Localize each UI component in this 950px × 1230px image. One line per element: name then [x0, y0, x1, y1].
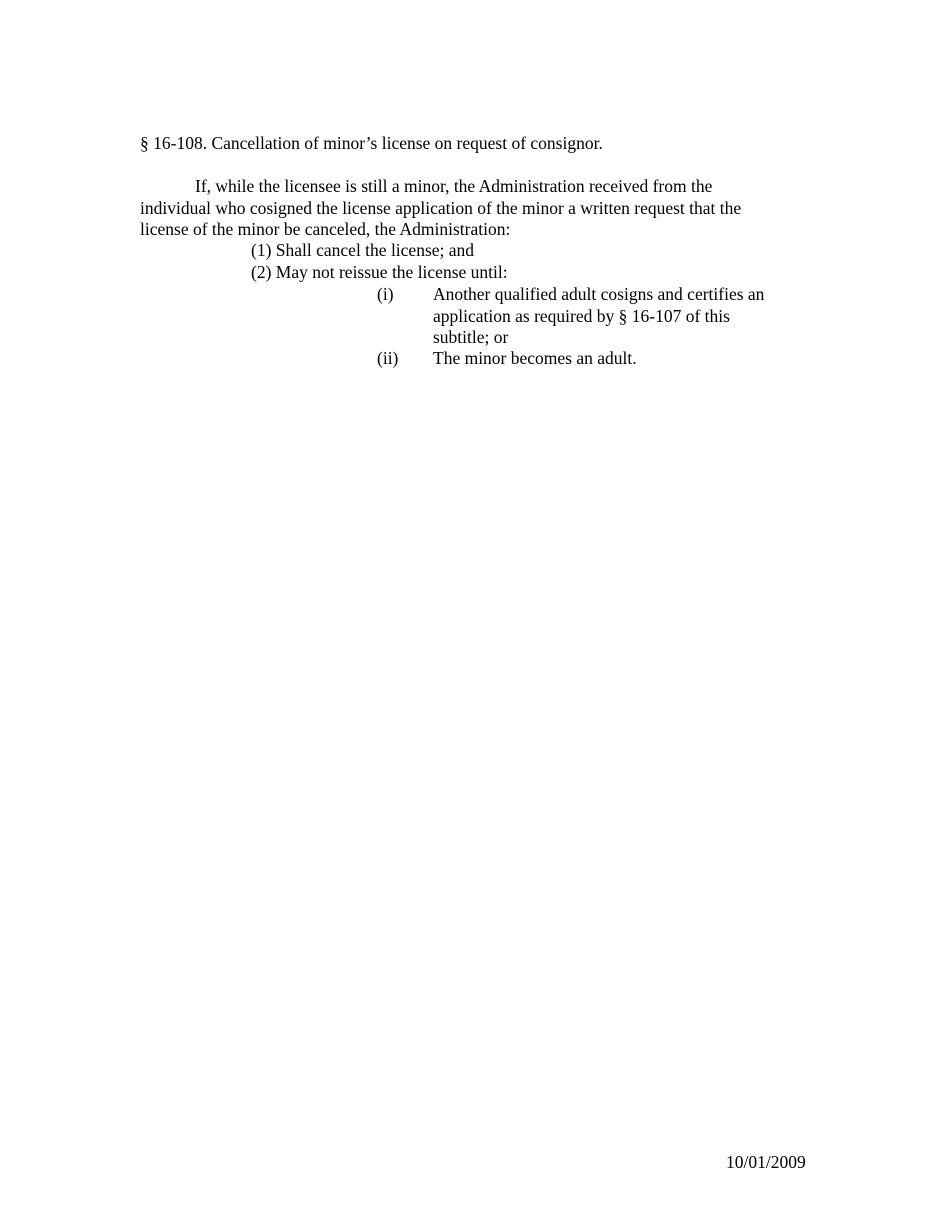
body-paragraph	[140, 176, 800, 241]
sub-item-line: subtitle; or	[433, 327, 509, 347]
sub-item-line: Another qualified adult cosigns and certifies an	[433, 284, 765, 304]
sub-item-text	[433, 348, 803, 370]
list-item-2: (2) May not reissue the license until:	[251, 262, 508, 282]
paragraph-line: If, while the licensee is still a minor, the Administration received from the	[195, 176, 713, 196]
list-item-1: (1) Shall cancel the license; and	[251, 240, 475, 260]
sub-item-text	[433, 284, 803, 349]
paragraph-line: individual who cosigned the license application of the minor a written request that the	[140, 197, 742, 218]
sub-item-line: The minor becomes an adult.	[433, 348, 637, 368]
sub-item-line: application as required by § 16-107 of this	[433, 305, 730, 326]
section-heading: § 16-108. Cancellation of minor’s license on request of consignor.	[140, 133, 603, 153]
footer-date: 10/01/2009	[726, 1152, 806, 1172]
sub-item-marker: (ii)	[377, 348, 399, 368]
paragraph-line: license of the minor be canceled, the Administration:	[140, 219, 511, 239]
sub-item-marker: (i)	[377, 284, 394, 304]
